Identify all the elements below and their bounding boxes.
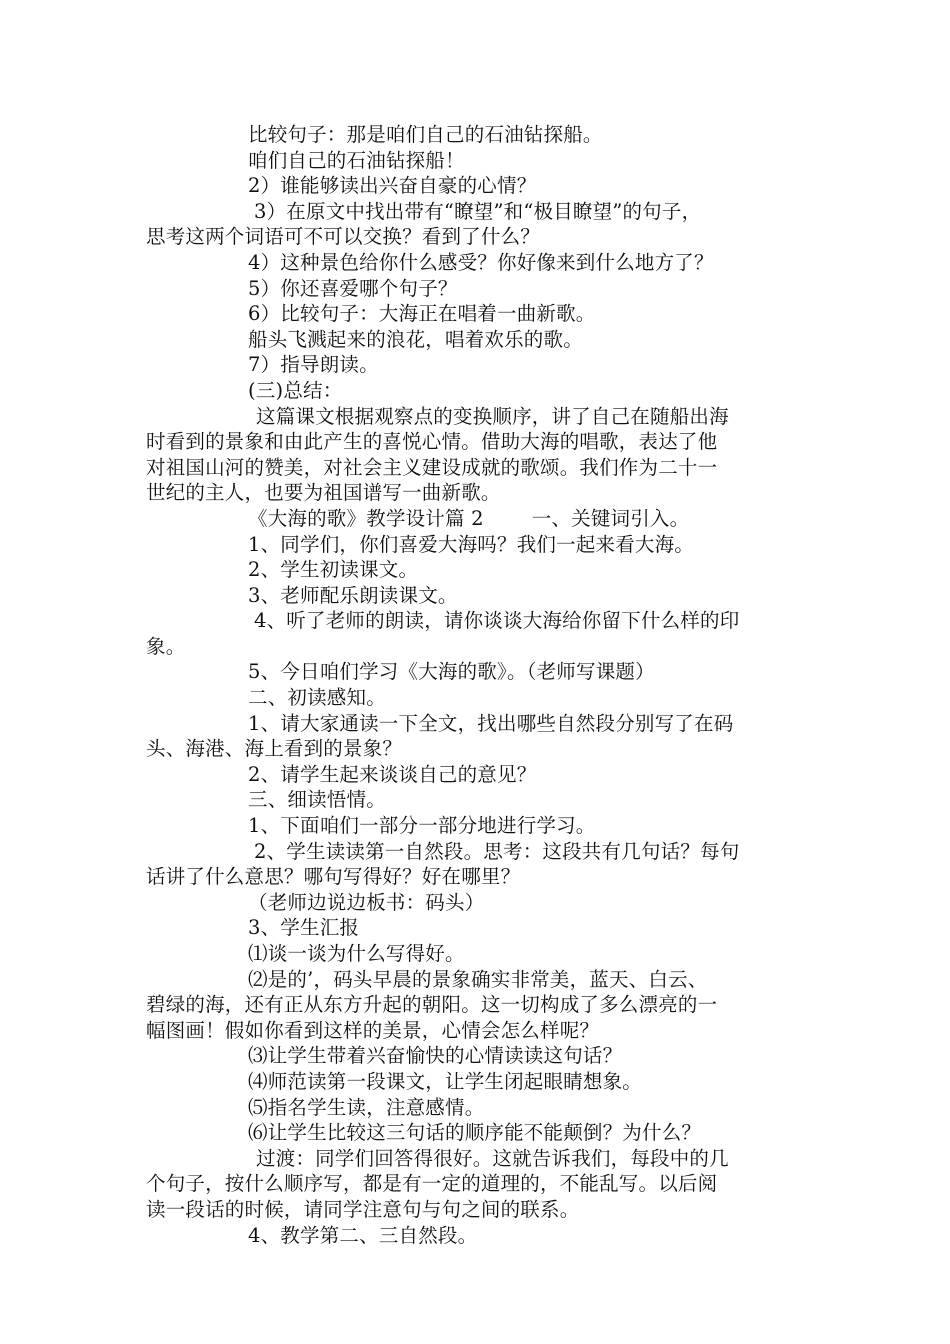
- text-line: 读一段话的时候，请同学注意句与句之间的联系。: [146, 1197, 580, 1221]
- text-line: 咱们自己的石油钻探船！: [248, 148, 465, 172]
- text-line: 1、下面咱们一部分一部分地进行学习。: [248, 814, 596, 838]
- text-line: 4、听了老师的朗读，请你谈谈大海给你留下什么样的印: [254, 609, 740, 633]
- text-line: 2、学生初读课文。: [248, 558, 419, 582]
- section-heading: 三、细读悟情。: [248, 788, 386, 812]
- text-line: 1、同学们，你们喜爱大海吗？我们一起来看大海。: [248, 532, 695, 556]
- text-line: 3）在原文中找出带有“瞭望”和“极目瞭望”的句子，: [254, 199, 702, 223]
- section-heading: 二、初读感知。: [248, 686, 386, 710]
- text-line: 象。: [146, 634, 186, 658]
- text-line: （老师边说边板书：码头）: [248, 890, 485, 914]
- text-line: 时看到的景象和由此产生的喜悦心情。借助大海的唱歌，表达了他: [146, 430, 718, 454]
- text-line: 4）这种景色给你什么感受？你好像来到什么地方了？: [248, 250, 714, 274]
- text-line: 比较句子：那是咱们自己的石油钻探船。: [248, 123, 603, 146]
- text-line: 过渡：同学们回答得很好。这就告诉我们，每段中的几: [256, 1146, 729, 1170]
- text-line: 思考这两个词语可不可以交换？看到了什么？: [146, 225, 541, 249]
- document-body: [146, 122, 816, 1248]
- text-line: 话讲了什么意思？哪句写得好？好在哪里？: [146, 865, 521, 889]
- text-line: 2、学生读读第一自然段。思考：这段共有几句话？每句: [254, 839, 740, 863]
- text-line: 3、学生汇报: [248, 916, 360, 940]
- design-title-line: [146, 506, 816, 532]
- text-line: 对祖国山河的赞美，对社会主义建设成就的歌颂。我们作为二十一: [146, 455, 718, 479]
- text-line: 7）指导朗读。: [248, 353, 379, 377]
- text-line: 船头飞溅起来的浪花，唱着欢乐的歌。: [248, 327, 583, 351]
- text-line: 碧绿的海，还有正从东方升起的朝阳。这一切构成了多么漂亮的一: [146, 993, 718, 1017]
- text-line: ⑵是的’，码头早晨的景象确实非常美，蓝天、白云、: [248, 967, 708, 991]
- design-title: 《大海的歌》教学设计篇 2: [248, 506, 484, 530]
- text-line: 这篇课文根据观察点的变换顺序，讲了自己在随船出海: [256, 404, 729, 428]
- text-line: 头、海港、海上看到的景象？: [146, 737, 403, 761]
- text-line: ⑹让学生比较这三句话的顺序能不能颠倒？为什么？: [248, 1121, 702, 1145]
- text-line: ⑴谈一谈为什么写得好。: [248, 942, 465, 965]
- text-line: 6）比较句子：大海正在唱着一曲新歌。: [248, 302, 596, 326]
- section-heading: (三)总结：: [248, 378, 343, 402]
- text-line: ⑶让学生带着兴奋愉快的心情读读这句话？: [248, 1044, 623, 1068]
- text-line: 个句子，按什么顺序写，都是有一定的道理的，不能乱写。以后阅: [146, 1172, 718, 1196]
- text-line: 5、今日咱们学习《大海的歌》。（老师写课题）: [248, 660, 655, 684]
- text-line: 3、老师配乐朗读课文。: [248, 583, 458, 607]
- section-heading: 一、关键词引入。: [531, 506, 690, 530]
- text-line: 2）谁能够读出兴奋自豪的心情？: [248, 174, 537, 198]
- text-line: ⑸指名学生读，注意感情。: [248, 1095, 485, 1119]
- text-line: 1、请大家通读一下全文，找出哪些自然段分别写了在码: [248, 711, 734, 735]
- text-line: ⑷师范读第一段课文，让学生闭起眼睛想象。: [248, 1069, 643, 1093]
- text-line: 4、教学第二、三自然段。: [248, 1223, 478, 1247]
- text-line: 世纪的主人，也要为祖国谱写一曲新歌。: [146, 481, 501, 505]
- text-line: 2、请学生起来谈谈自己的意见？: [248, 762, 537, 786]
- text-line: 幅图画！假如你看到这样的美景，心情会怎么样呢？: [146, 1018, 600, 1042]
- text-line: 5）你还喜爱哪个句子？: [248, 276, 458, 300]
